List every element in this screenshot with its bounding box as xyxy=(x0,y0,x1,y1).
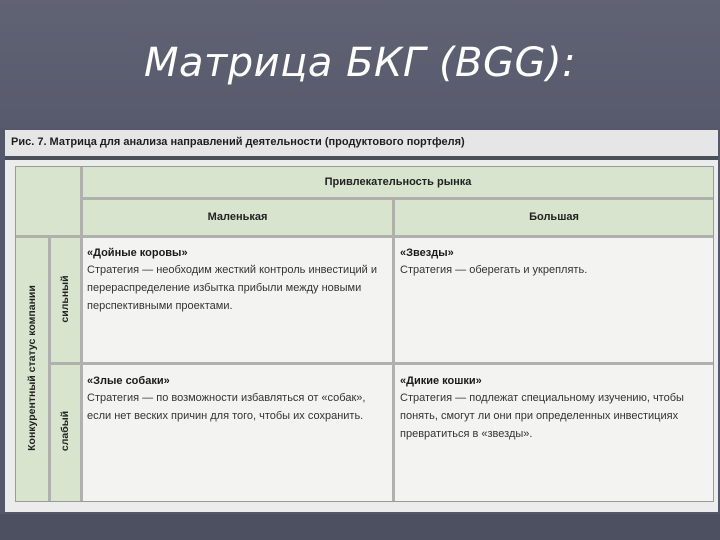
cash-cows-title: «Дойные коровы» xyxy=(87,247,188,259)
row-strong-cell xyxy=(51,238,80,362)
market-attractiveness-header: Привлекательность рынка xyxy=(324,176,472,188)
divider xyxy=(80,167,83,501)
slide-footer-band xyxy=(0,514,720,540)
wild-cats-text: Стратегия — подлежат специальному изучению, чтобы понять, смогут ли они при определенных инвестициях превратиться в «звезды». xyxy=(400,392,684,440)
market-attractiveness-header-cell xyxy=(83,167,713,197)
column-large-cell xyxy=(395,200,713,235)
stars-title: «Звезды» xyxy=(400,247,454,259)
column-large-label: Большая xyxy=(529,211,579,223)
bcg-matrix xyxy=(15,166,714,502)
divider xyxy=(16,235,713,238)
divider xyxy=(83,197,713,200)
row-strong-label: сильный xyxy=(59,275,71,323)
divider xyxy=(48,238,51,501)
competitive-status-label: Конкурентный статус компании xyxy=(26,285,38,451)
row-weak-label: слабый xyxy=(59,410,71,452)
divider xyxy=(392,200,395,501)
wild-cats-title: «Дикие кошки» xyxy=(400,375,482,387)
cash-cows-text: Стратегия — необходим жесткий контроль инвестиций и перераспределение избытка прибыли между новыми перспективными проектами. xyxy=(87,264,377,312)
corner-cell xyxy=(16,167,80,235)
column-small-cell xyxy=(83,200,392,235)
slide-title: Матрица БКГ (BGG): xyxy=(143,40,577,86)
dogs-title: «Злые собаки» xyxy=(87,375,170,387)
bcg-figure xyxy=(5,130,718,512)
quadrant-dogs xyxy=(83,365,392,501)
figure-caption: Рис. 7. Матрица для анализа направлений деятельности (продуктового портфеля) xyxy=(11,136,465,148)
row-weak-cell xyxy=(51,365,80,501)
caption-bar xyxy=(5,130,718,160)
quadrant-wild-cats xyxy=(395,365,713,501)
competitive-status-cell xyxy=(16,238,48,501)
divider xyxy=(51,362,713,365)
column-small-label: Маленькая xyxy=(207,211,268,223)
quadrant-stars xyxy=(395,238,713,362)
stars-text: Стратегия — оберегать и укреплять. xyxy=(400,264,588,276)
dogs-text: Стратегия — по возможности избавляться от «собак», если нет веских причин для того, чтобы их сохранить. xyxy=(87,392,366,422)
quadrant-cash-cows xyxy=(83,238,392,362)
